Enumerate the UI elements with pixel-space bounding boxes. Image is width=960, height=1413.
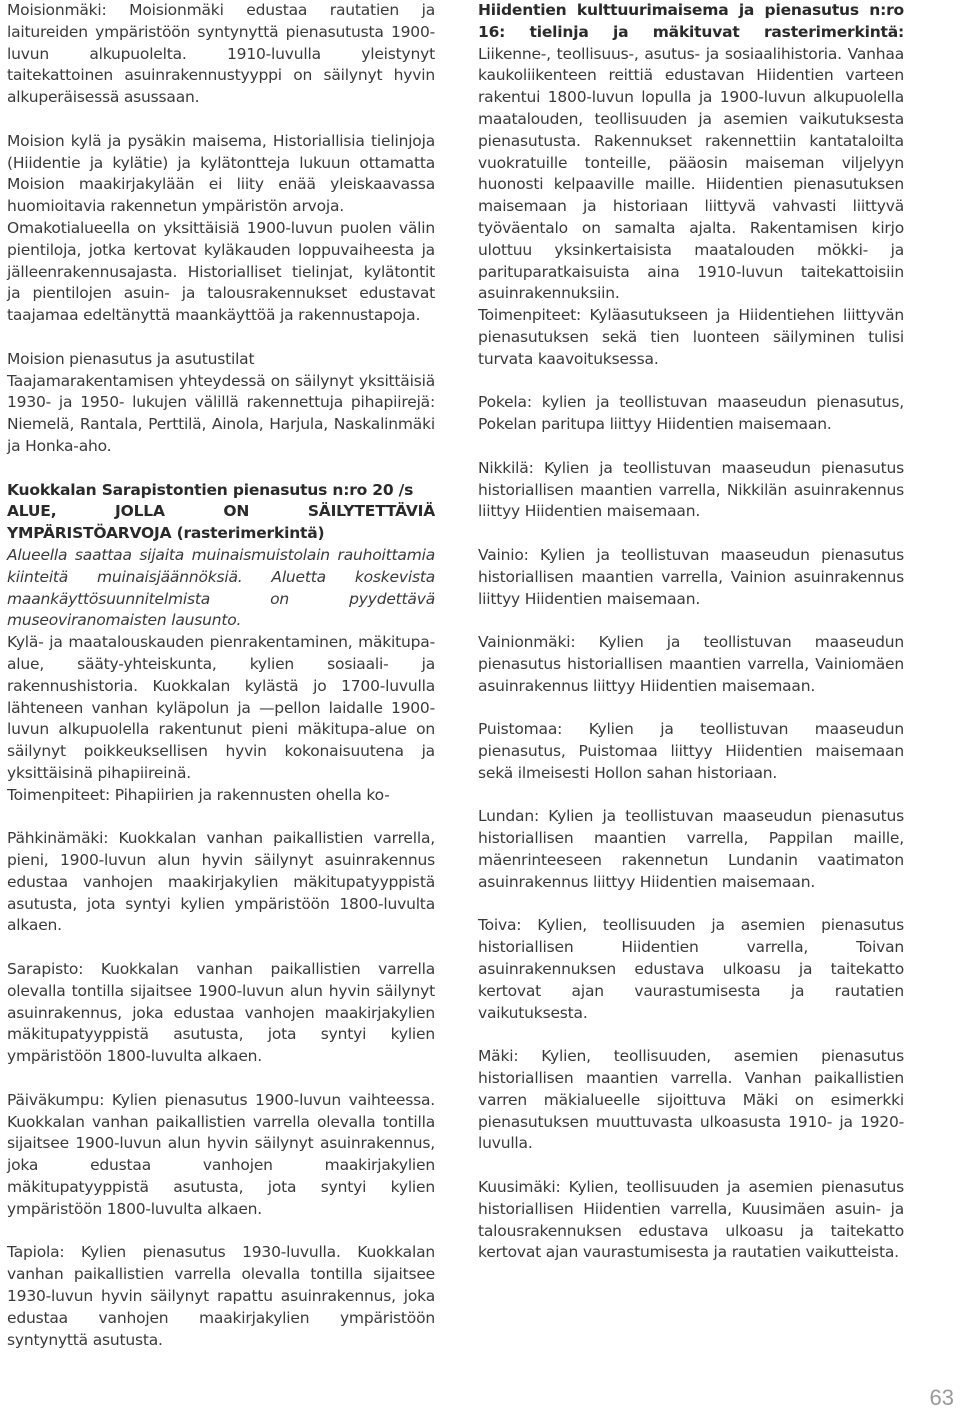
hiidentie-body: Liikenne-, teollisuus-, asutus- ja sosiaalihistoria. Vanhaa kaukoliikenteen reittiä edustavan Hiidentien varteen rakentui 1800-luvun lopulla ja 1900-luvun alkupuolella maatalouden, teollisuuden ja asemien vaikutuksesta pienasutusta. Rakennukset rakennettiin kantataloilta vuokratuille tonteille, pääosin maiseman viljelyyn huonosti kelpaaville maille. Hiidentien pienasutuksen maisemaan ja historiaan liittyvä vahvasti liittyvä työväentalo on samalta ajalta. Rakentamisen kirjo ulottuu yksinkertaisista maatalouden mökki- ja parituparatkaisuista aina 1910-luvun taitekattoisiin asuinrakennuksiin.	[478, 44, 904, 303]
paragraph-maki: Mäki: Kylien, teollisuuden, asemien pienasutus historiallisen maantien varrella. Vanhan paikallistien varren mäkialueelle sijoittuva Mäki on esimerkki pienasutuksen muuttuvasta ulkoasusta 1910- ja 1920-luvulla.	[478, 1047, 904, 1153]
paragraph-toiva: Toiva: Kylien, teollisuuden ja asemien pienasutus historiallisen Hiidentien varrella, Toivan asuinrakennuksen edustava ulkoasu ja taitekatto kertovat ajan vaurastumisesta ja rautatien vaikutuksesta.	[478, 916, 904, 1022]
section-heading-hiidentie: Hiidentien kulttuurimaisema ja pienasutus n:ro 16: tielinja ja mäkituvat rasterimerkintä:	[478, 1, 904, 41]
section-heading-alue: ALUE, JOLLA ON SÄILYTETTÄVIÄ YMPÄRISTÖARVOJA (rasterimerkintä)	[7, 502, 435, 543]
paragraph-moisionmaki: Moisionmäki: Moisionmäki edustaa rautatien ja laitureiden ympäristöön syntynyttä pienasutusta 1900-luvun alkupuolelta. 1910-luvulla yleistynyt taitekattoinen asuinrakennustyyppi on säilynyt hyvin alkuperäisessä asussaan.	[7, 1, 435, 107]
italic-note: Alueella saattaa sijaita muinaismuistolain rauhoittamia kiinteitä muinaisjäännöksiä. Aluetta koskevista maankäyttösuunnitelmista on pyydettävä museoviranomaisten lausunto.	[7, 545, 435, 630]
paragraph-omakotialue: Omakotialueella on yksittäisiä 1900-luvun puolen välin pientiloja, jotka kertovat kyläkauden loppuvaiheesta ja jälleenrakennusajasta. Historialliset tielinjat, kylätontit ja pientilojen asuin- ja talousrakennukset edustavat taajamaa edeltänyttä maankäyttöä ja rakennustapoja.	[7, 218, 435, 325]
paragraph-kylakausi: Kylä- ja maatalouskauden pienrakentaminen, mäkitupa-alue, sääty-yhteiskunta, kylien sosiaali- ja rakennushistoria. Kuokkalan kylästä jo 1700-luvulla lähteneen vanhan kyläpolun ja —pellon laidalle 1900- luvun alkupuolella rakentunut pieni mäkitupa-alue on säilynyt poikkeuksellisen hyvin kokonaisuutena ja yksittäisinä pihapiireinä.	[7, 633, 435, 782]
page-number: 63	[929, 1385, 954, 1410]
paragraph-pahkinamaki: Pähkinämäki: Kuokkalan vanhan paikallistien varrella, pieni, 1900-luvun alun hyvin säilynyt asuinrakennus edustaa vanhojen maakirjakylien mäkitupatyyppistä asutusta, jota syntyi kylien ympäristöön 1800-luvulta alkaen.	[7, 829, 435, 935]
paragraph-pienasutus-title: Moision pienasutus ja asutustilat	[7, 349, 255, 368]
paragraph-pokela: Pokela: kylien ja teollistuvan maaseudun pienasutus, Pokelan paritupa liittyy Hiidentien maisemaan.	[478, 393, 904, 434]
paragraph-toimenpiteet-right: Toimenpiteet: Kyläasutukseen ja Hiidentiehen liittyvän pienasutuksen sekä tien luonteen säilyminen tulisi turvata kaavoituksessa.	[478, 306, 904, 368]
paragraph-kuusimaki: Kuusimäki: Kylien, teollisuuden ja asemien pienasutus historiallisen Hiidentien varrella, Kuusimäen asuin- ja talousrakennuksen edustava ulkoasu ja taitekatto kertovat ajan vaurastumisesta ja rautatien vaikutteista.	[478, 1178, 904, 1262]
section-heading-sarapistontie: Kuokkalan Sarapistontien pienasutus n:ro 20 /s	[7, 480, 414, 499]
paragraph-sarapisto: Sarapisto: Kuokkalan vanhan paikallistien varrella olevalla tontilla sijaitsee 1900-luvun alun hyvin säilynyt asuinrakennus, joka edustaa vanhojen maakirjakylien mäkitupatyyppistä asutusta, jota syntyi kylien ympäristöön 1800-luvulta alkaen.	[7, 960, 435, 1066]
paragraph-hiidentie	[478, 0, 904, 305]
paragraph-toimenpiteet-left: Toimenpiteet: Pihapiirien ja rakennusten ohella ko-	[7, 785, 390, 804]
paragraph-puistomaa: Puistomaa: Kylien ja teollistuvan maaseudun pienasutus, Puistomaa liittyy Hiidentien maisemaan sekä ilmeisesti Hollon sahan historiaan.	[478, 720, 904, 782]
paragraph-moision-kyla: Moision kylä ja pysäkin maisema, Historiallisia tielinjoja (Hiidentie ja kylätie) ja kylätontteja lukuun ottamatta Moision maakirjakylään ei liity enää yleiskaavassa huomioitavia rakennetun ympäristön arvoja.	[7, 131, 435, 216]
paragraph-paivakumpu: Päiväkumpu: Kylien pienasutus 1900-luvun vaihteessa. Kuokkalan vanhan paikallistien varrella olevalla tontilla sijaitsee 1900-luvun alun hyvin säilynyt asuinrakennus, joka edustaa vanhojen maakirjakylien mäkitupatyyppistä asutusta, jota syntyi kylien ympäristöön 1800-luvulta alkaen.	[7, 1090, 435, 1218]
paragraph-tapiola: Tapiola: Kylien pienasutus 1930-luvulla. Kuokkalan vanhan paikallistien varrella olevalla tontilla sijaitsee 1930-luvun hyvin säilynyt rapattu asuinrakennus, joka edustaa vanhojen maakirjakylien ympäristöön syntynyttä asutusta.	[7, 1243, 435, 1349]
paragraph-vainio: Vainio: Kylien ja teollistuvan maaseudun pienasutus historiallisen maantien varrella, Vainion asuinrakennus liittyy Hiidentien maisemaan.	[478, 545, 904, 608]
paragraph-nikkila: Nikkilä: Kylien ja teollistuvan maaseudun pienasutus historiallisen maantien varrella, Nikkilän asuinrakennus liittyy Hiidentien maisemaan.	[478, 458, 904, 521]
paragraph-pienasutus: Taajamarakentamisen yhteydessä on säilynyt yksittäisiä 1930- ja 1950- lukujen välillä rakennettuja pihapiirejä: Niemelä, Rantala, Perttilä, Ainola, Harjula, Naskalinmäki ja Honka-aho.	[7, 371, 435, 455]
right-column	[478, 0, 904, 1264]
left-column	[7, 0, 435, 1351]
paragraph-lundan: Lundan: Kylien ja teollistuvan maaseudun pienasutus historiallisen maantien varrella, Pappilan maille, mäenrinteeseen rakennetun Lundanin vaatimaton asuinrakennus liittyy Hiidentien maisemaan.	[478, 807, 904, 891]
paragraph-vainionmaki: Vainionmäki: Kylien ja teollistuvan maaseudun pienasutus historiallisen maantien varrella, Vainiomäen asuinrakennus liittyy Hiidentien maisemaan.	[478, 633, 904, 695]
